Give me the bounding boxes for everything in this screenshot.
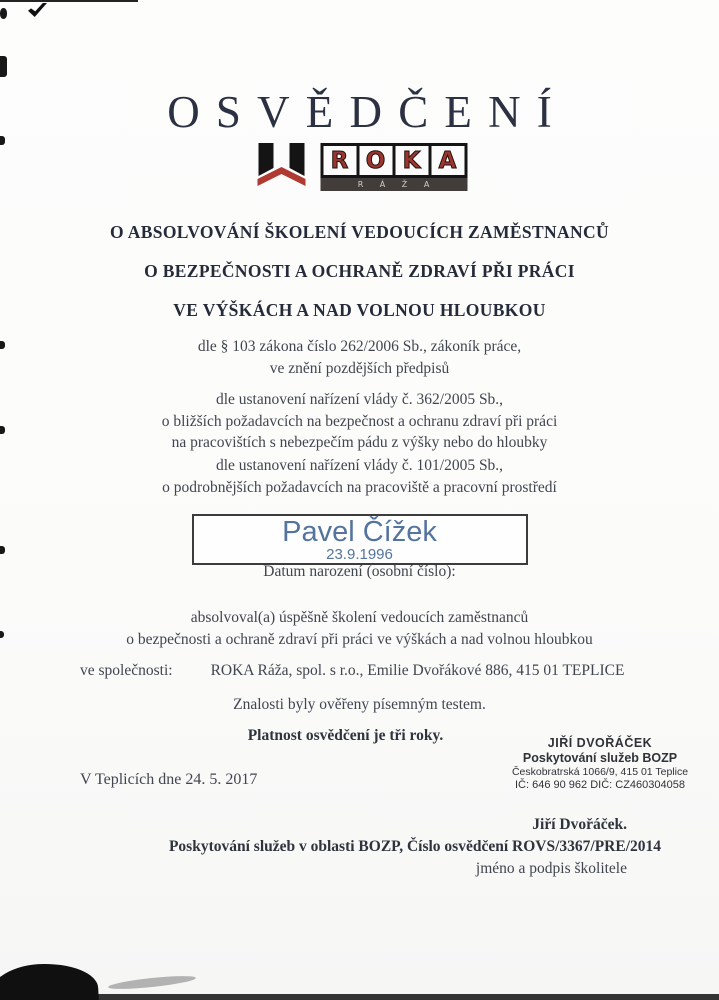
stamp-name: JIŘÍ DVOŘÁČEK bbox=[547, 736, 653, 750]
signature-caption: jméno a podpis školitele bbox=[475, 860, 627, 877]
legal-line: o podrobnějších požadavcích na pracoviště a pracovní prostředí bbox=[162, 478, 557, 496]
stamp-address: Českobratrská 1066/9, 415 01 Teplice bbox=[511, 766, 689, 778]
scan-artifact-top-dot bbox=[0, 8, 7, 19]
legal-line: ve znění pozdějších předpisů bbox=[269, 359, 450, 377]
scan-artifact-top-mark bbox=[28, 3, 47, 17]
trainer-accreditation: Poskytování služeb v oblasti BOZP, Číslo osvědčení ROVS/3367/PRE/2014 bbox=[168, 838, 661, 855]
holder-name-box bbox=[192, 514, 528, 565]
heading-line: O ABSOLVOVÁNÍ ŠKOLENÍ VEDOUCÍCH ZAMĚSTNANCŮ bbox=[110, 222, 609, 242]
company-row bbox=[0, 662, 719, 680]
scan-artifact-smudge bbox=[108, 973, 196, 991]
certificate-heading bbox=[0, 213, 719, 330]
validity-note: Platnost osvědčení je tři roky. bbox=[247, 727, 444, 744]
roka-subtitle: R Á Ž A bbox=[320, 178, 467, 191]
scan-artifact-edge-tick bbox=[0, 546, 5, 554]
legal-paragraph-362-2005 bbox=[0, 389, 719, 454]
page-title: OSVĚDČENÍ bbox=[167, 87, 568, 137]
legal-line: dle ustanovení nařízení vlády č. 362/2005 Sb., bbox=[215, 391, 504, 408]
completion-statement bbox=[0, 607, 719, 650]
company-label: ve společnosti: bbox=[80, 662, 173, 679]
company-value: ROKA Ráža, spol. s r.o., Emilie Dvořákové 886, 415 01 TEPLICE bbox=[210, 662, 625, 679]
holder-birth-date: 23.9.1996 bbox=[326, 546, 393, 563]
holder-name: Pavel Čížek bbox=[282, 516, 437, 548]
scan-artifact-edge-tick bbox=[0, 56, 7, 77]
legal-line: o bližších požadavcích na bezpečnost a ochranu zdraví při práci bbox=[161, 412, 558, 430]
trainer-name: Jiří Dvořáček. bbox=[532, 816, 627, 833]
completion-line: o bezpečnosti a ochraně zdraví při práci ve výškách a nad volnou hloubkou bbox=[126, 630, 593, 648]
scan-artifact-corner-blob bbox=[0, 961, 99, 1000]
roka-letter: O bbox=[359, 146, 395, 175]
test-note: Znalosti byly ověřeny písemným testem. bbox=[233, 696, 486, 713]
legal-line: dle ustanovení nařízení vlády č. 101/2005 Sb., bbox=[215, 457, 504, 474]
roka-letter: K bbox=[395, 146, 431, 175]
roka-letter: A bbox=[438, 147, 457, 174]
legal-paragraph-labor-code bbox=[0, 336, 719, 379]
birth-date-caption: Datum narození (osobní číslo): bbox=[263, 563, 456, 580]
heading-line: O BEZPEČNOSTI A OCHRANĚ ZDRAVÍ PŘI PRÁCI bbox=[144, 261, 575, 281]
heading-line: VE VÝŠKÁCH A NAD VOLNOU HLOUBKOU bbox=[173, 300, 546, 320]
legal-paragraph-101-2005 bbox=[0, 455, 719, 498]
legal-line: dle § 103 zákona číslo 262/2006 Sb., zákoník práce, bbox=[197, 338, 522, 355]
stamp-ids: IČ: 646 90 962 DIČ: CZ460304058 bbox=[514, 779, 685, 791]
roka-wordmark bbox=[320, 143, 467, 191]
legal-line: na pracovištích s nebezpečím pádu z výšky nebo do hloubky bbox=[171, 434, 548, 451]
completion-line: absolvoval(a) úspěšně školení vedoucích zaměstnanců bbox=[190, 609, 529, 626]
roka-logo bbox=[252, 143, 467, 194]
roka-letter-boxes bbox=[320, 143, 467, 178]
stamp-service: Poskytování služeb BOZP bbox=[522, 751, 678, 765]
roka-letter: R bbox=[323, 146, 359, 175]
roka-pillars-chevron-icon bbox=[252, 143, 310, 194]
issue-place-date: V Teplicích dne 24. 5. 2017 bbox=[80, 771, 258, 788]
scan-artifact-bottom-bar bbox=[0, 994, 719, 1000]
scan-artifact-top-line bbox=[0, 0, 138, 2]
